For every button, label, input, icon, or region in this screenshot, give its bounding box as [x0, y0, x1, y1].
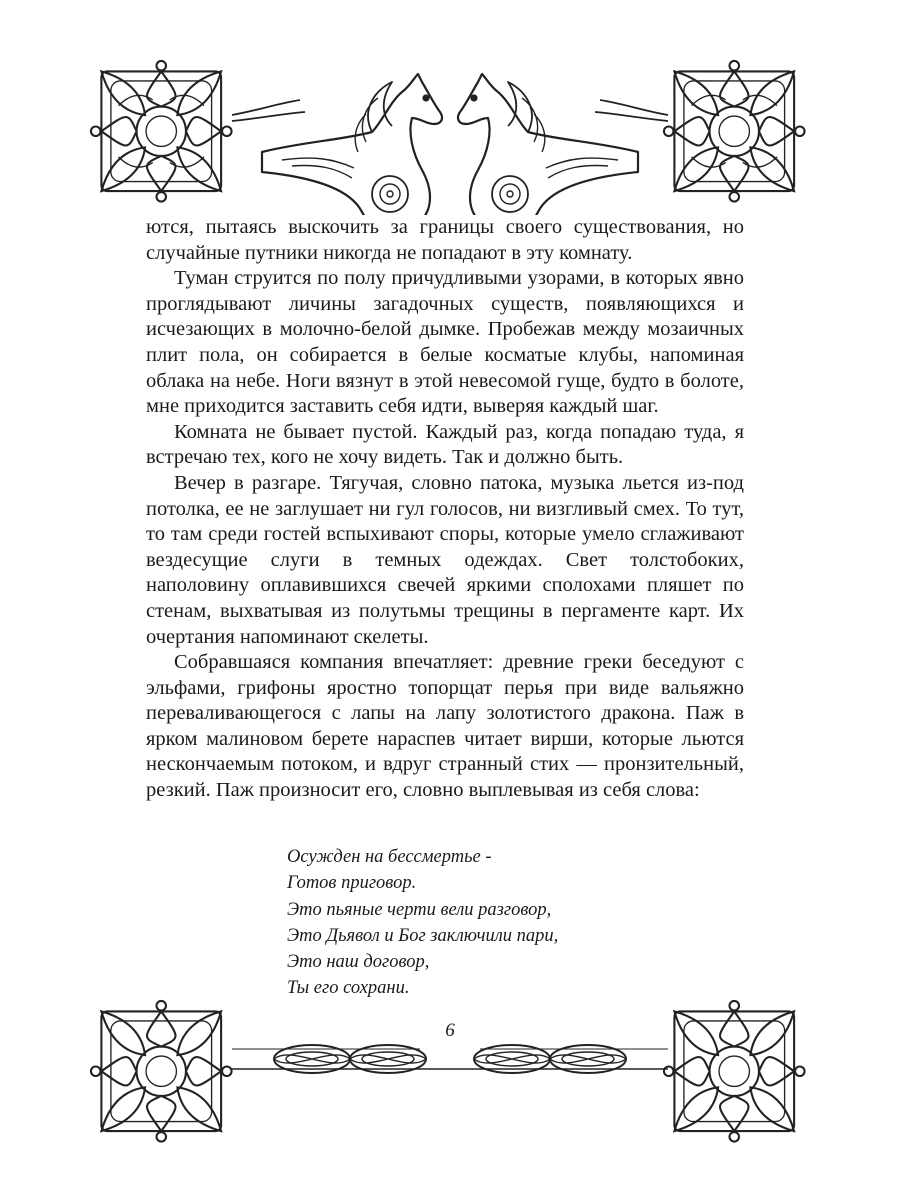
main-text — [146, 215, 744, 804]
page-number: 6 — [445, 1020, 455, 1041]
celtic-knot-bottom-right-icon — [664, 1001, 805, 1142]
poem-line: Это пьяные черти вели разговор, — [287, 899, 552, 920]
paragraph-3: Комната не бывает пустой. Каждый раз, когда попадаю туда, я встречаю тех, кого не хочу видеть. Так и должно быть. — [146, 420, 744, 469]
bottom-ornamental-border — [0, 985, 900, 1200]
poem-line: Готов приговор. — [287, 873, 417, 894]
celtic-knot-top-left-icon — [91, 61, 232, 202]
paragraph-5: Собравшаяся компания впечатляет: древние греки беседуют с эльфами, грифоны яростно топорщат перья при виде вальяжно переваливающегося с лапы на лапу золотистого дракона. Паж в ярком малиновом берете нараспев читает вирши, которые льются нескончаемым потоком, и вдруг странный стих — пронзительный, резкий. Паж произносит его, словно выплевывая из себя слова: — [146, 651, 744, 802]
poem — [287, 844, 558, 1002]
paragraph-2: Туман струится по полу причудливыми узорами, в которых явно проглядывают личины загадочных существ, появляющихся и исчезающих в молочно-белой дымке. Пробежав между мозаичных плит пола, он собирается в белые косматые клубы, напоминая облака на небе. Ноги вязнут в этой невесомой гуще, будто в болоте, мне приходится заставить себя идти, выверяя каждый шаг. — [146, 267, 744, 418]
celtic-knot-bottom-left-icon — [91, 1001, 232, 1142]
paragraph-1: ются, пытаясь выскочить за границы своего существования, но случайные путники никогда не попадают в эту комнату. — [146, 216, 744, 264]
poem-line: Ты его сохрани. — [287, 978, 410, 999]
celtic-knot-top-right-icon — [664, 61, 805, 202]
poem-line: Это Дьявол и Бог заключили пари, — [287, 925, 559, 946]
paragraph-4: Вечер в разгаре. Тягучая, словно патока, музыка льется из-под потолка, ее не заглушает ни гул голосов, ни визгливый смех. То тут, то там среди гостей вспыхивают споры, которые умело сглаживают вездесущие слуги в темных одеждах. Свет толстобоких, наполовину оплавившихся свечей яркими сполохами пляшет по стенам, выхватывая из полутьмы трещины в пергаменте карт. Их очертания напоминают скелеты. — [146, 471, 744, 648]
horse-left-icon — [262, 74, 442, 215]
poem-line: Это наш договор, — [287, 952, 430, 973]
poem-line: Осужден на бессмертье - — [287, 847, 492, 867]
top-ornamental-border — [0, 0, 900, 215]
horse-right-icon — [458, 74, 638, 215]
